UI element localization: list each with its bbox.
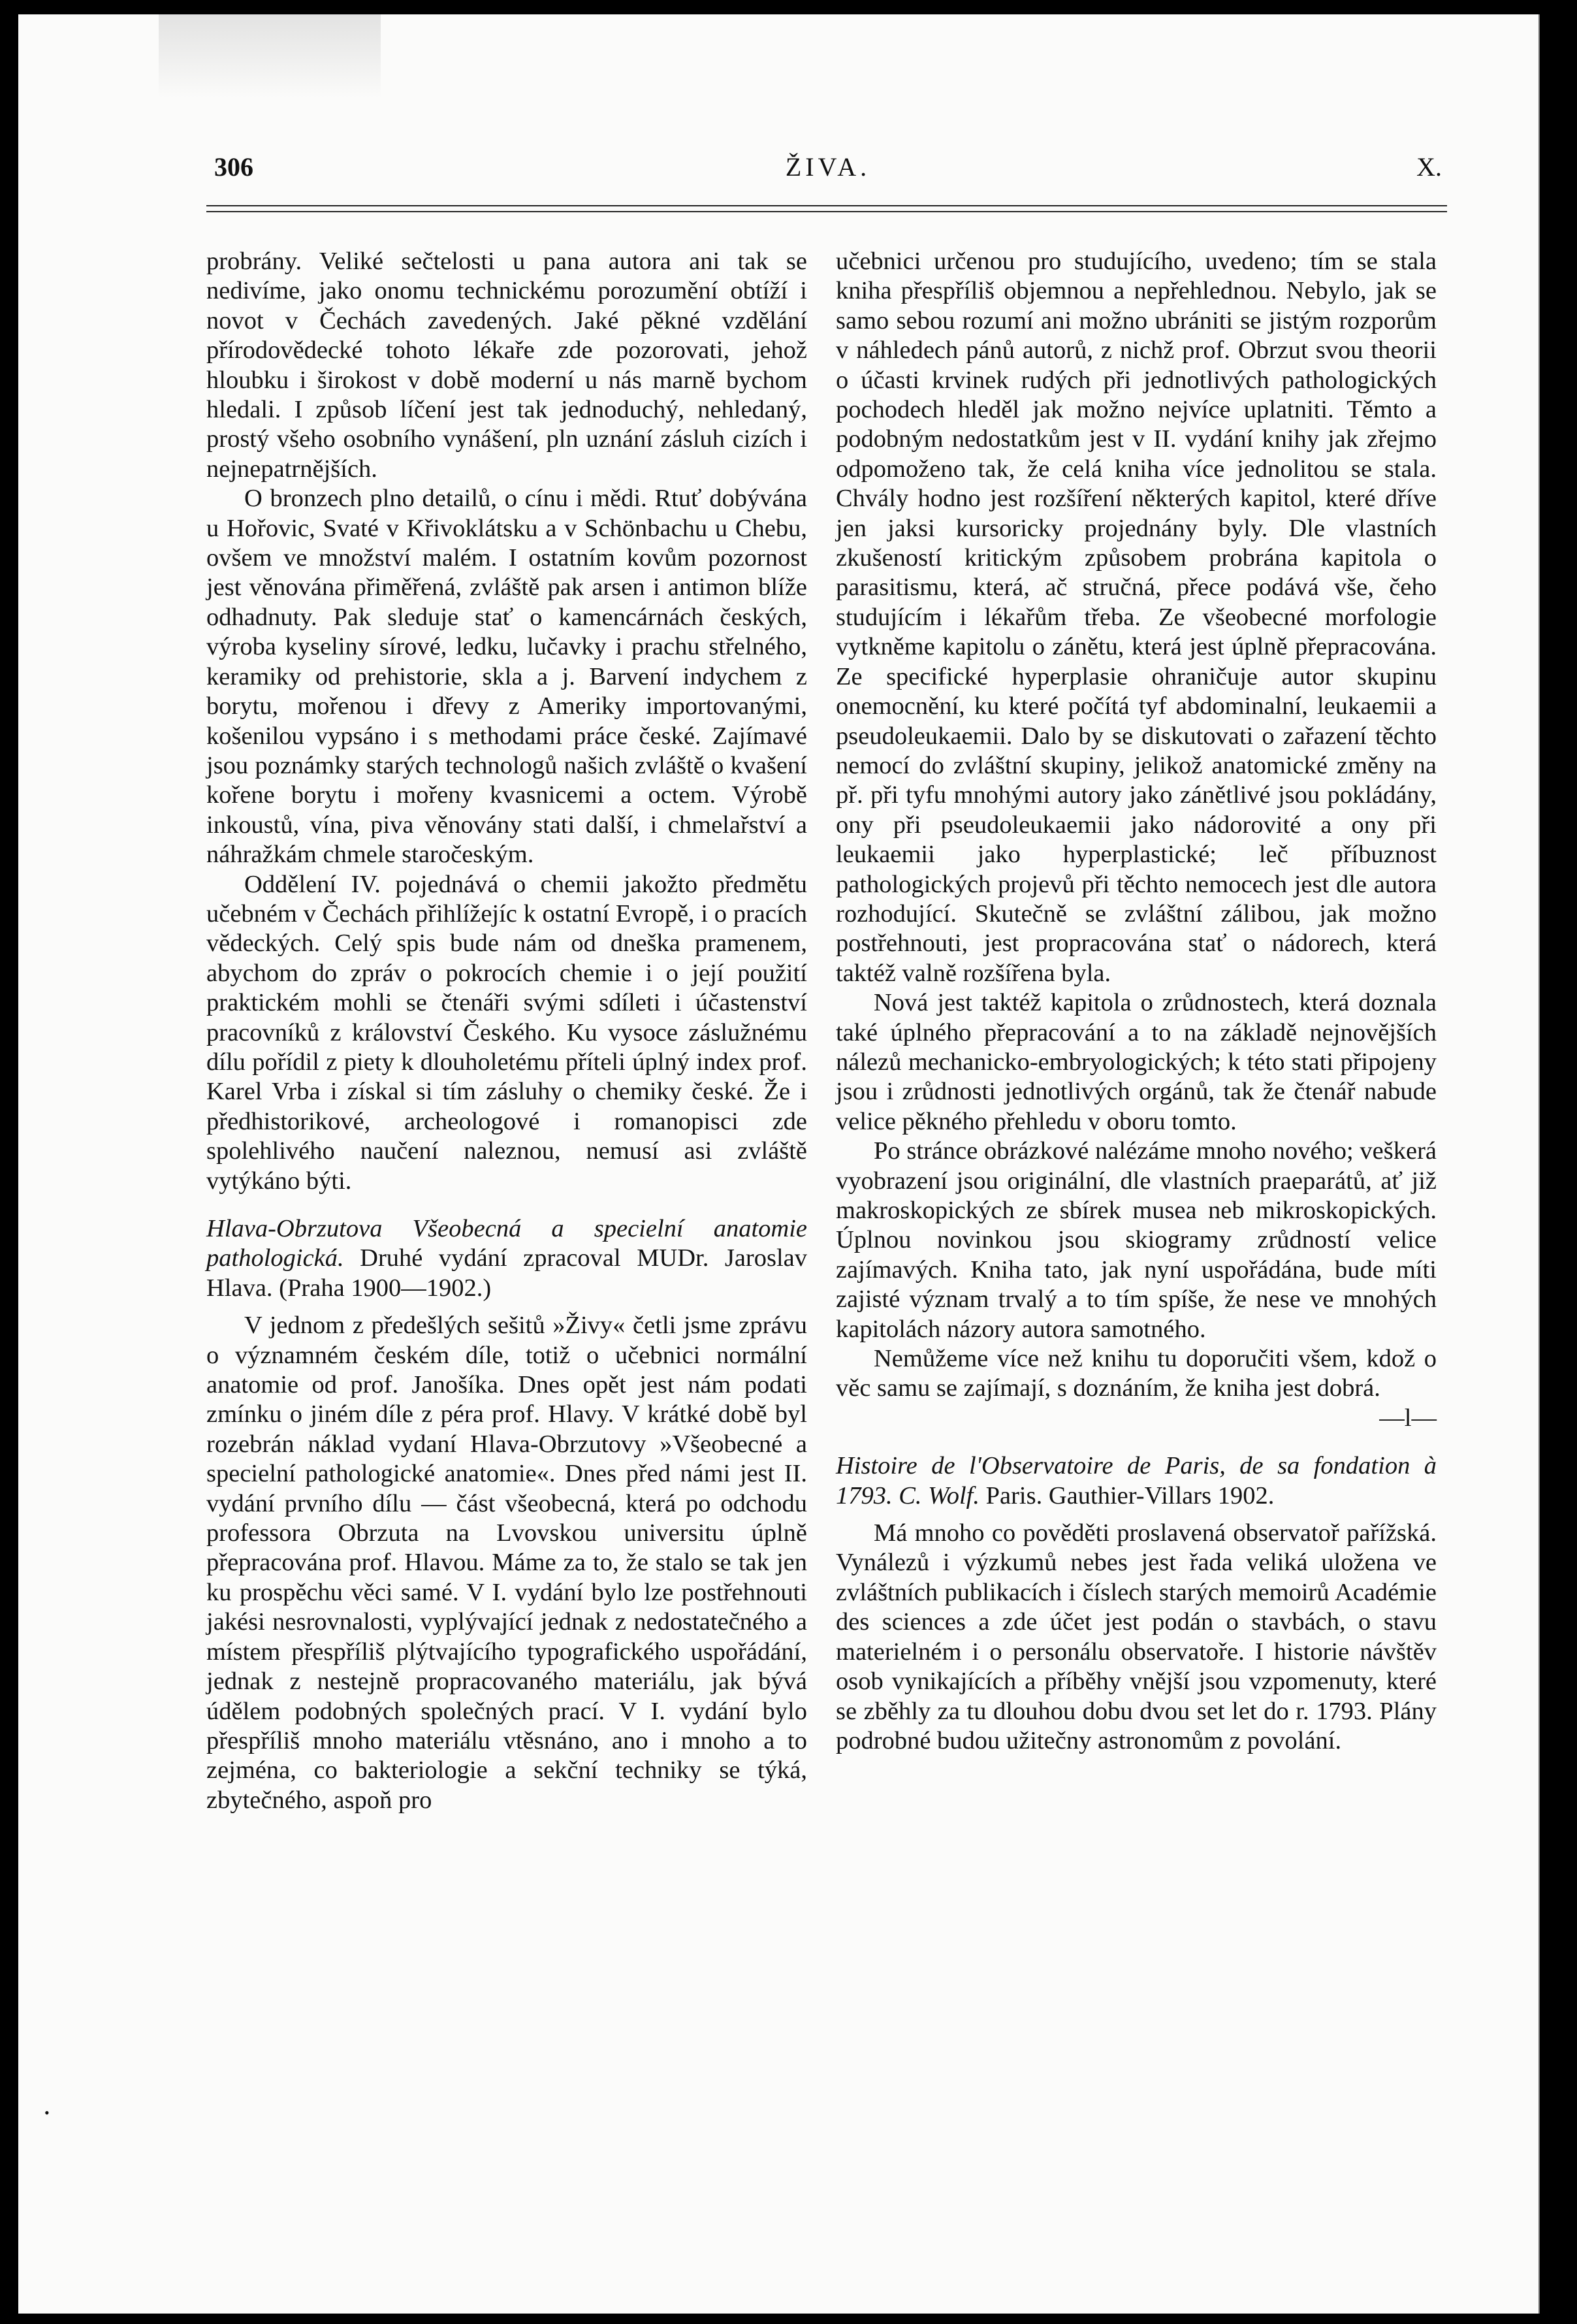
paragraph: Nemůžeme více než knihu tu doporučiti všem, kdož o věc samu se zajímají, s doznáním, že kniha jest dobrá.: [836, 1345, 1437, 1402]
paragraph: Nová jest taktéž kapitola o zrůdnostech, která doznala také úplného přepracování a to na základě nejnovějších nálezů mechanicko-embryologických; k této stati připojeny jsou i zrůdnosti jednotlivých orgánů, tak že čtenář nabude velice pěkného přehledu v oboru tomto.: [836, 989, 1437, 1135]
review-meta: Paris. Gauthier-Villars 1902.: [985, 1481, 1275, 1509]
paragraph: Má mnoho co pověděti proslavená observatoř pařížská. Vynálezů i výzkumů nebes jest řada veliká uložena ve zvláštních publikacích i číslech starých memoirů Académie des sciences a zde účet jest podán o stavbách, o stavu materielném i o personálu observatoře. I historie návštěv osob vynikajících a příběhy vnější jsou vzpomenuty, které se zběhly za tu dlouhou dobu dvou set let do r. 1793. Plány podrobné budou užitečny astronomům z povolání.: [836, 1519, 1437, 1754]
header-rule: [206, 205, 1447, 212]
running-header: [214, 152, 1442, 191]
paragraph: O bronzech plno detailů, o cínu i mědi. Rtuť dobývána u Hořovic, Svaté v Křivoklátsku a v Schönbachu u Chebu, ovšem ve množství malém. I ostatním kovům pozornost jest věnována přiměřená, zvláště pak arsen i antimon blíže odhadnuty. Pak sleduje stať o kamencárnách českých, výroba kyseliny sírové, ledku, lučavky i prachu střelného, keramiky od prehistorie, skla a j. Barvení indychem z borytu, mořenou i dřevy z Ameriky importovanými, košenilou vypsáno i s methodami práce české. Zajímavé jsou poznámky starých technologů našich zvláště o kvašení kořene borytu i mořeny kvasnicemi a octem. Výrobě inkoustů, vína, piva věnovány stati další, i chmelařství a náhražkám chmele staročeským.: [206, 485, 807, 869]
paragraph: V jednom z předešlých sešitů »Živy« četli jsme zprávu o významném českém díle, totiž o učebnici normální anatomie od prof. Janošíka. Dnes opět jest nám podati zmínku o jiném díle z péra prof. Hlavy. V krátké době byl rozebrán náklad vydaní Hlava-Obrzutovy »Všeobecné a specielní pathologické anatomie«. Dnes před námi jest II. vydání prvního dílu — část všeobecná, která po odchodu professora Obrzuta na Lvovskou universitu úplně přepracována prof. Hlavou. Máme za to, že stalo se tak jen ku prospěchu věci samé. V I. vydání bylo lze postřehnouti jakési nesrovnalosti, vyplývající jednak z nedostatečného a místem přespříliš plýtvajícího typografického uspořádání, jednak z nestejně propracovaného materiálu, jak bývá údělem podobných společných prací. V I. vydání bylo přespříliš mnoho materiálu vtěsnáno, ano i mnoho a to zejména, co bakteriologie a sekční techniky se týká, zbytečného, aspoň pro: [206, 1312, 807, 1814]
review-heading: [206, 1214, 807, 1303]
review-title: Histoire de l'Observatoire de Paris, de sa fondation à 1793. C. Wolf.: [836, 1452, 1437, 1509]
paragraph: Po stránce obrázkové nalézáme mnoho nového; veškerá vyobrazení jsou originální, dle vlastních praeparátů, ať již makroskopických ze sbírek musea neb mikroskopických. Úplnou novinkou jsou skiogramy zrůdností velice zajímavých. Kniha tato, jak nyní uspořádána, bude míti zajisté význam trvalý a to tím spíše, že nese ve mnohých kapitolách názory autora samotného.: [836, 1137, 1437, 1343]
journal-title: ŽIVA.: [785, 152, 871, 182]
review-title: Hlava-Obrzutova Všeobecná a specielní anatomie pathologická.: [206, 1215, 807, 1272]
paragraph: Oddělení IV. pojednává o chemii jakožto předmětu učebném v Čechách přihlížejíc k ostatní Evropě, i o pracích vědeckých. Celý spis bude nám od dneška pramenem, abychom do zpráv o pokrocích chemie i o její použití praktickém mohli se čtenáři svými sdíleti i účastenství pracovníků z království Českého. Ku vysoce záslužnému dílu pořídil z piety k dlouholetému příteli úplný index prof. Karel Vrba i získal si tím zásluhy o chemiky české. Že i předhistorikové, archeologové i romanopisci zde spolehlivého naučení naleznou, nemusí asi zvláště vytýkáno býti.: [206, 870, 807, 1195]
paragraph: učebnici určenou pro studujícího, uvedeno; tím se stala kniha přespříliš objemnou a nepřehlednou. Nebylo, jak se samo sebou rozumí ani možno ubrániti se jistým rozporům v náhledech pánů autorů, z nichž prof. Obrzut svou theorii o účasti krvinek rudých při jednotlivých pathologických pochodech hleděl jak možno nejvíce uplatniti. Těmto a podobným nedostatkům jest v II. vydání knihy jak zřejmo odpomoženo tak, že celá kniha více jednolitou se stala. Chvály hodno jest rozšíření některých kapitol, které dříve jen jaksi kursoricky projednány byly. Dle vlastních zkušeností kritickým způsobem probrána kapitola o parasitismu, která, ač stručná, přece podává vše, čeho studujícím i lékařům třeba. Ze všeobecné morfologie vytkněme kapitolu o zánětu, která jest úplně přepracována. Ze specifické hyperplasie ohraničuje autor skupinu onemocnění, ku které počítá tyf abdominalní, leukaemii a pseudoleukaemii. Dalo by se diskutovati o zařazení těchto nemocí do zvláštní skupiny, jelikož anatomické změny na př. při tyfu mnohými autory jako zánětlivé jsou pokládány, ony při pseudoleukaemii jako nádorovité a ony při leukaemii jako hyperplastické; leč příbuznost pathologických projevů při těchto nemocech jest dle autora rozhodující. Skutečně se zvláštní zálibou, jak možno postřehnouti, jest propracována stať o nádorech, která taktéž valně rozšířena byla.: [836, 248, 1437, 987]
review-meta: Druhé vydání zpracoval MUDr. Jaroslav Hlava. (Praha 1900—1902.): [206, 1244, 808, 1302]
left-column: [206, 247, 807, 1815]
scan-smudge: [159, 14, 381, 98]
review-heading: [836, 1451, 1437, 1511]
paragraph: probrány. Veliké sečtelosti u pana autora ani tak se nedivíme, jako onomu technickému porozumění obtíží i novot v Čechách zavedených. Jaké pěkné vzdělání přírodovědecké tohoto lékaře zde pozorovati, jehož hloubku i širokost v době moderní u nás marně bychom hledali. I způsob líčení jest tak jednoduchý, nehledaný, prostý všeho osobního vynášení, pln uznání zásluh cizích i nejnepatrnějších.: [206, 248, 807, 483]
page-edge: [1538, 14, 1540, 2314]
right-column: [836, 247, 1437, 1756]
scanned-page: [18, 14, 1540, 2314]
volume-number: X.: [1416, 152, 1442, 182]
margin-mark: •: [44, 2105, 50, 2121]
review-signature: —l—: [1379, 1404, 1437, 1432]
page-number: 306: [214, 152, 253, 182]
